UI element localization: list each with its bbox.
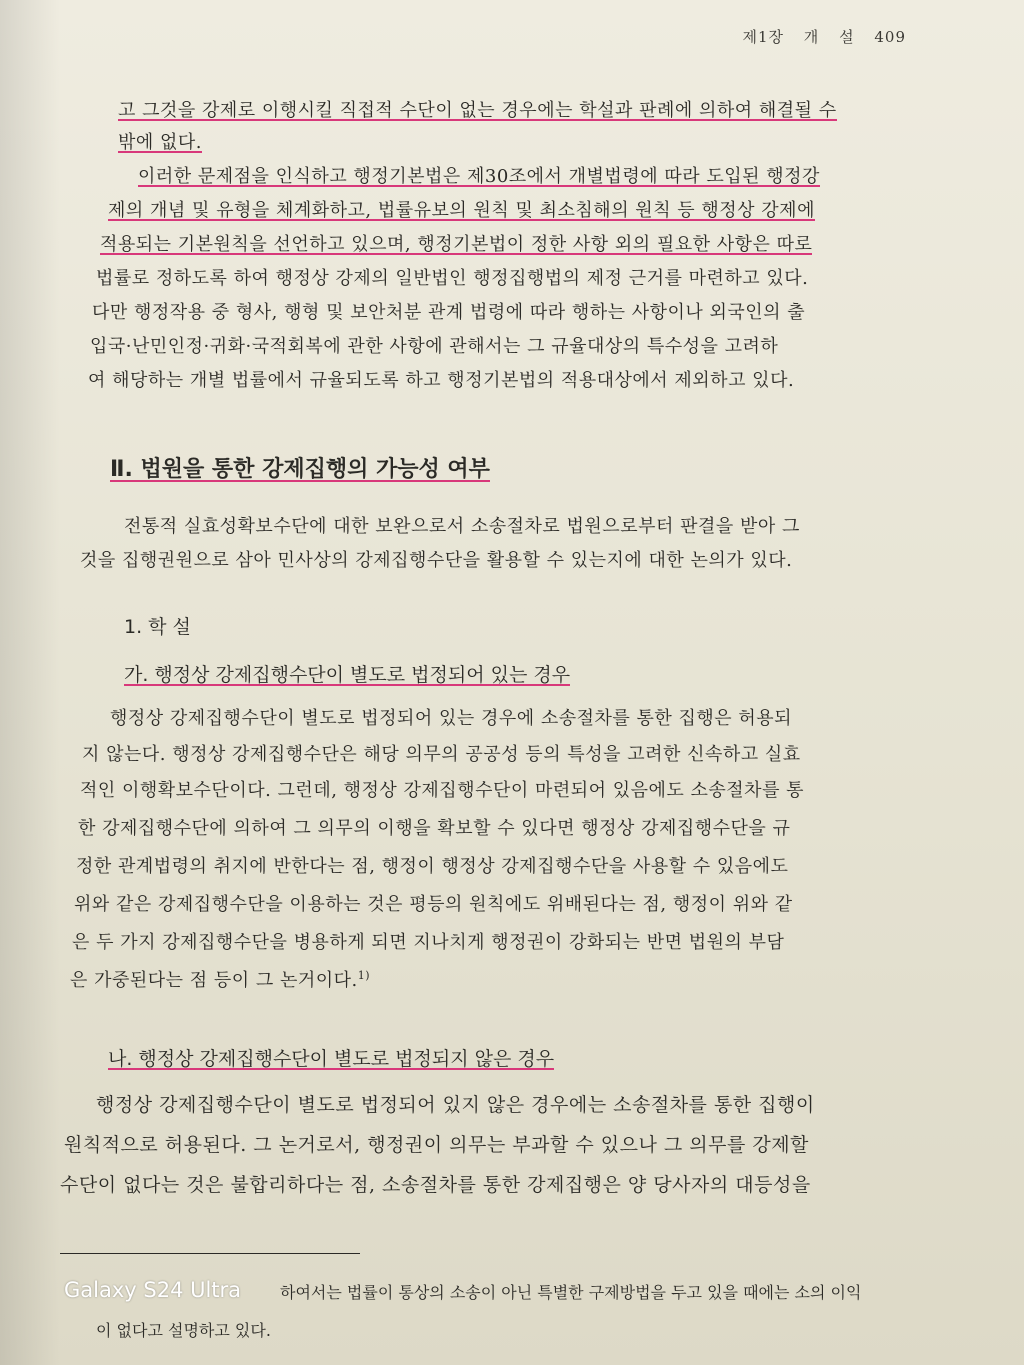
text-line: 위와 같은 강제집행수단을 이용하는 것은 평등의 원칙에도 위배된다는 점, 행정이 위와 같 bbox=[74, 894, 793, 915]
text-line: 수단이 없다는 것은 불합리하다는 점, 소송절차를 통한 강제집행은 양 당사자의 대등성을 bbox=[60, 1174, 811, 1196]
chapter-title-1: 개 bbox=[803, 28, 820, 46]
footnote-line: 이 없다고 설명하고 있다. bbox=[96, 1321, 271, 1340]
highlighted-text: 제의 개념 및 유형을 체계화하고, 법률유보의 원칙 및 최소침해의 원칙 등 행정상 강제에 bbox=[108, 200, 815, 221]
highlighted-text: 적용되는 기본원칙을 선언하고 있으며, 행정기본법이 정한 사항 외의 필요한 사항은 따로 bbox=[100, 234, 813, 255]
text-line: 행정상 강제집행수단이 별도로 법정되어 있지 않은 경우에는 소송절차를 통한 집행이 bbox=[96, 1094, 815, 1116]
footnote-divider bbox=[60, 1253, 360, 1254]
text-line bbox=[100, 230, 812, 256]
section-heading: Ⅱ. 법원을 통한 강제집행의 가능성 여부 bbox=[110, 457, 490, 482]
text-line: 전통적 실효성확보수단에 대한 보완으로서 소송절차로 법원으로부터 판결을 받아 그 bbox=[124, 516, 800, 537]
text-line bbox=[108, 196, 815, 222]
subsection-title: 가. 행정상 강제집행수단이 별도로 법정되어 있는 경우 bbox=[124, 664, 571, 686]
page-number: 409 bbox=[874, 28, 906, 46]
subsection-title: 1. 학 설 bbox=[124, 616, 191, 638]
text-line: 원칙적으로 허용된다. 그 논거로서, 행정권이 의무는 부과할 수 있으나 그 의무를 강제할 bbox=[64, 1134, 809, 1156]
chapter-title-2: 설 bbox=[839, 28, 855, 46]
text-line: 입국·난민인정·귀화·국적회복에 관한 사항에 관해서는 그 규율대상의 특수성을 고려하 bbox=[90, 336, 779, 357]
camera-watermark: Galaxy S24 Ultra bbox=[64, 1278, 242, 1302]
text-line: 다만 행정작용 중 형사, 행형 및 보안처분 관계 법령에 따라 행하는 사항이나 외국인의 출 bbox=[92, 302, 806, 323]
text-line: 법률로 정하도록 하여 행정상 강제의 일반법인 행정집행법의 제정 근거를 마련하고 있다. bbox=[96, 268, 809, 289]
text-line: 은 두 가지 강제집행수단을 병용하게 되면 지나치게 행정권이 강화되는 반면 법원의 부담 bbox=[72, 932, 785, 953]
footnote-marker: 1) bbox=[357, 969, 371, 982]
highlighted-text: 이러한 문제점을 인식하고 행정기본법은 제30조에서 개별법령에 따라 도입된 행정강 bbox=[138, 166, 820, 187]
chapter-label: 제1장 bbox=[742, 28, 785, 46]
running-header bbox=[728, 26, 906, 47]
subsection-title: 나. 행정상 강제집행수단이 별도로 법정되지 않은 경우 bbox=[108, 1048, 555, 1070]
text-line bbox=[138, 162, 820, 188]
text-line: 여 해당하는 개별 법률에서 규율되도록 하고 행정기본법의 적용대상에서 제외하고 있다. bbox=[88, 370, 795, 391]
text-line: 것을 집행권원으로 삼아 민사상의 강제집행수단을 활용할 수 있는지에 대한 논의가 있다. bbox=[80, 550, 793, 571]
text-line: 한 강제집행수단에 의하여 그 의무의 이행을 확보할 수 있다면 행정상 강제집행수단을 규 bbox=[78, 818, 791, 839]
text-line: 적인 이행확보수단이다. 그런데, 행정상 강제집행수단이 마련되어 있음에도 소송절차를 통 bbox=[80, 780, 805, 801]
highlighted-text: 밖에 없다. bbox=[118, 132, 202, 153]
text-line: 행정상 강제집행수단이 별도로 법정되어 있는 경우에 소송절차를 통한 집행은 허용되 bbox=[110, 708, 793, 729]
text-line bbox=[118, 128, 202, 154]
text-line bbox=[118, 96, 837, 122]
text-line: 정한 관계법령의 취지에 반한다는 점, 행정이 행정상 강제집행수단을 사용할 수 있음에도 bbox=[76, 856, 789, 877]
footnote-line: 하여서는 법률이 통상의 소송이 아닌 특별한 구제방법을 두고 있을 때에는 소의 이익 bbox=[280, 1283, 862, 1302]
text-line: 지 않는다. 행정상 강제집행수단은 해당 의무의 공공성 등의 특성을 고려한 신속하고 실효 bbox=[82, 744, 801, 765]
highlighted-text: 고 그것을 강제로 이행시킬 직접적 수단이 없는 경우에는 학설과 판례에 의하여 해결될 수 bbox=[118, 100, 837, 121]
text-line: 은 가중된다는 점 등이 그 논거이다.$^{1)}$ bbox=[70, 969, 371, 991]
